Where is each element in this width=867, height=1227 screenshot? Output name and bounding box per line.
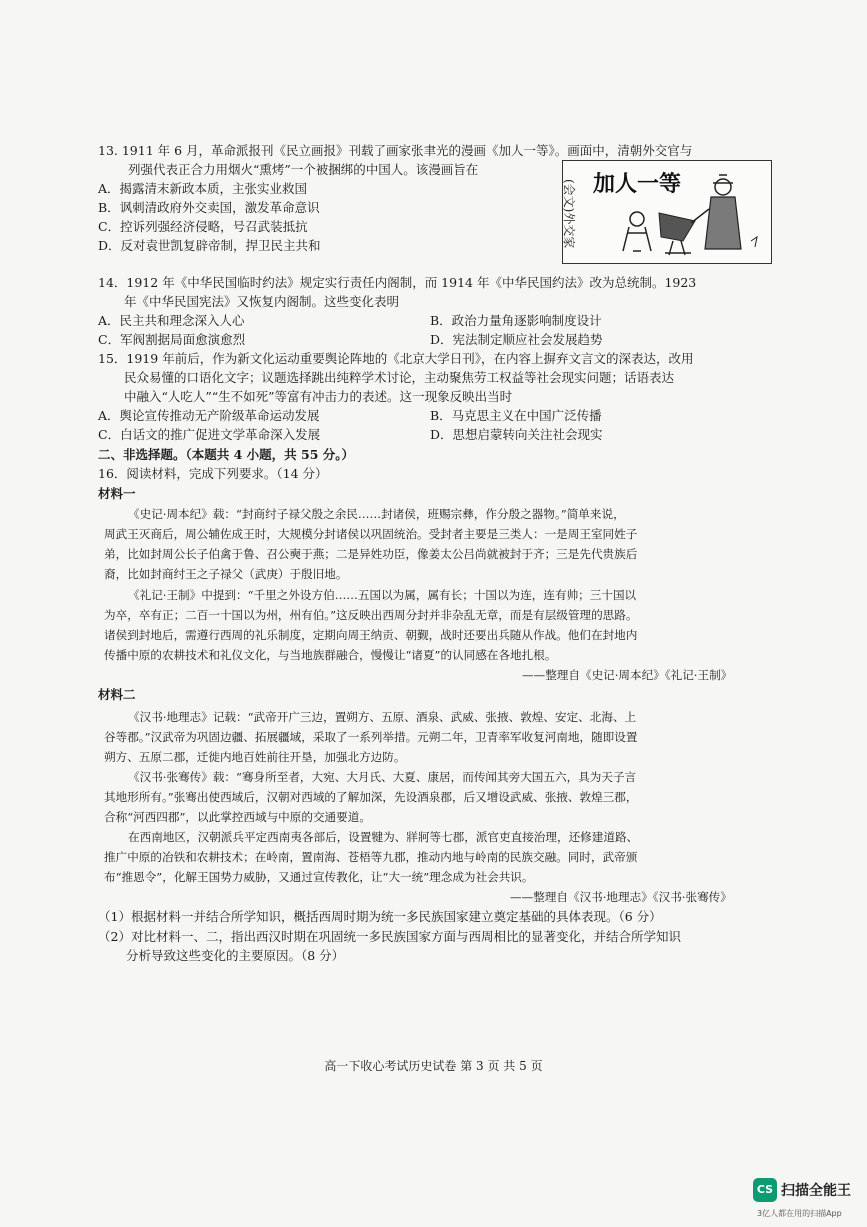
q13-stem-line1: 13. 1911 年 6 月，革命派报刊《民立画报》刊载了画家张聿光的漫画《加人一等》。画面中，清朝外交官与 (98, 143, 693, 158)
q15-option-c: C．白话文的推广促进文学革命深入发展 (98, 427, 321, 442)
q16-requirement-1: （1）根据材料一并结合所学知识，概括西周时期为统一多民族国家建立奠定基础的具体表现。（6 分） (98, 909, 662, 924)
watermark-tagline: 3亿人都在用的扫描App (757, 1209, 842, 1218)
q15-stem-line2: 民众易懂的口语化文字；议题选择跳出纯粹学术讨论，主动聚焦劳工权益等社会现实问题；话语表达 (124, 370, 675, 385)
q14-option-a: A．民主共和理念深入人心 (98, 313, 245, 328)
material-1-line: 《礼记·王制》中提到：“千里之外设方伯……五国以为属，属有长；十国以为连，连有帅；三十国以 (128, 588, 637, 602)
cartoon-drawing (563, 161, 771, 263)
material-1-label: 材料一 (98, 486, 136, 501)
material-2-label: 材料二 (98, 687, 136, 702)
q14-option-d: D．宪法制定顺应社会发展趋势 (430, 332, 603, 347)
material-1-line: 周武王灭商后，周公辅佐成王时，大规模分封诸侯以巩固统治。受封者主要是三类人：一是周王室同姓子 (104, 527, 638, 541)
material-1-line: 《史记·周本纪》载：“封商纣子禄父殷之余民……封诸侯，班赐宗彝，作分殷之器物。”简单来说， (128, 507, 625, 521)
material-1-line: 传播中原的农耕技术和礼仪文化，与当地族群融合，慢慢让“诸夏”的认同感在各地扎根。 (104, 648, 557, 662)
material-1-line: 诸侯到封地后，需遵行西周的礼乐制度，定期向周王纳贡、朝觐，战时还要出兵随从作战。他们在封地内 (104, 628, 638, 642)
q13-stem-line2: 列强代表正合力用烟火“熏烤”一个被捆绑的中国人。该漫画旨在 (128, 162, 479, 177)
watermark-name: 扫描全能王 (781, 1183, 851, 1199)
material-1-line: 弟，比如封周公长子伯禽于鲁、召公奭于燕；二是异姓功臣，像姜太公吕尚就被封于齐；三是先代贵族后 (104, 547, 638, 561)
material-2-line: 其地形所有。”张骞出使西域后，汉朝对西域的了解加深，先设酒泉郡，后又增设武威、张掖、敦煌三郡， (104, 790, 638, 804)
material-1-source: ——整理自《史记·周本纪》《礼记·王制》 (522, 668, 733, 682)
q16-requirement-2-cont: 分析导致这些变化的主要原因。（8 分） (126, 948, 345, 963)
q14-stem-line2: 年《中华民国宪法》又恢复内阁制。这些变化表明 (124, 294, 400, 309)
scanner-watermark (753, 1178, 857, 1222)
material-2-line: 《汉书·张骞传》载：“骞身所至者，大宛、大月氏、大夏、康居，而传闻其旁大国五六，具为天子言 (128, 770, 637, 784)
material-2-source: ——整理自《汉书·地理志》《汉书·张骞传》 (510, 890, 732, 904)
page-footer: 高一下收心考试历史试卷 第 3 页 共 5 页 (324, 1059, 543, 1073)
material-2-line: 合称“河西四郡”，以此掌控西域与中原的交通要道。 (104, 810, 371, 824)
material-1-line: 裔，比如封商纣王之子禄父（武庚）于殷旧地。 (104, 567, 348, 581)
q13-option-d: D．反对袁世凯复辟帝制，捍卫民主共和 (98, 238, 321, 253)
material-2-line: 在西南地区，汉朝派兵平定西南夷各部后，设置犍为、牂牁等七郡，派官吏直接治理，还修建道路、 (128, 830, 639, 844)
q14-option-b: B．政治力量角逐影响制度设计 (430, 313, 602, 328)
cartoon-title-text: 加人一等 (593, 171, 682, 197)
cartoon-side-text: (会文)外交家 (563, 179, 576, 249)
q14-stem-line1: 14．1912 年《中华民国临时约法》规定实行责任内阁制，而 1914 年《中华民国约法》改为总统制。1923 (98, 275, 697, 290)
material-1-line: 为卒，卒有正；二百一十国以为州，州有伯。”这反映出西周分封并非杂乱无章，而是有层级管理的思路。 (104, 608, 638, 622)
material-2-line: 推广中原的冶铁和农耕技术；在岭南，置南海、苍梧等九郡，推动内地与岭南的民族交融。同时，武帝颁 (104, 850, 638, 864)
q13-option-c: C．控诉列强经济侵略，号召武装抵抗 (98, 219, 308, 234)
cartoon-image (562, 160, 772, 264)
material-2-line: 朔方、五原二郡，迁徙内地百姓前往开垦，加强北方边防。 (104, 750, 406, 764)
section-heading: 二、非选择题。（本题共 4 小题，共 55 分。） (98, 447, 355, 462)
q13-option-a: A．揭露清末新政本质，主张实业救国 (98, 181, 308, 196)
material-2-line: 布“推恩令”，化解王国势力威胁，又通过宣传教化，让“大一统”理念成为社会共识。 (104, 870, 534, 884)
q14-option-c: C．军阀割据局面愈演愈烈 (98, 332, 246, 347)
material-2-line: 《汉书·地理志》记载：“武帝开广三边，置朔方、五原、酒泉、武威、张掖、敦煌、安定、北海、上 (128, 710, 637, 724)
q16-requirement-2: （2）对比材料一、二，指出西汉时期在巩固统一多民族国家方面与西周相比的显著变化，并结合所学知识 (98, 929, 681, 944)
q15-option-a: A．舆论宣传推动无产阶级革命运动发展 (98, 408, 320, 423)
q15-stem-line1: 15．1919 年前后，作为新文化运动重要舆论阵地的《北京大学日刊》，在内容上摒弃文言文的深表达，改用 (98, 351, 694, 366)
material-2-line: 谷等郡。”汉武帝为巩固边疆、拓展疆域，采取了一系列举措。元朔二年，卫青率军收复河南地，随即设置 (104, 730, 638, 744)
q15-stem-line3: 中融入“人吃人”“生不如死”等富有冲击力的表述。这一现象反映出当时 (124, 389, 513, 404)
q13-option-b: B．讽刺清政府外交卖国，激发革命意识 (98, 200, 320, 215)
q16-stem: 16．阅读材料，完成下列要求。（14 分） (98, 466, 328, 481)
q15-option-d: D．思想启蒙转向关注社会现实 (430, 427, 603, 442)
camscanner-icon: CS (753, 1178, 777, 1202)
q15-option-b: B．马克思主义在中国广泛传播 (430, 408, 602, 423)
